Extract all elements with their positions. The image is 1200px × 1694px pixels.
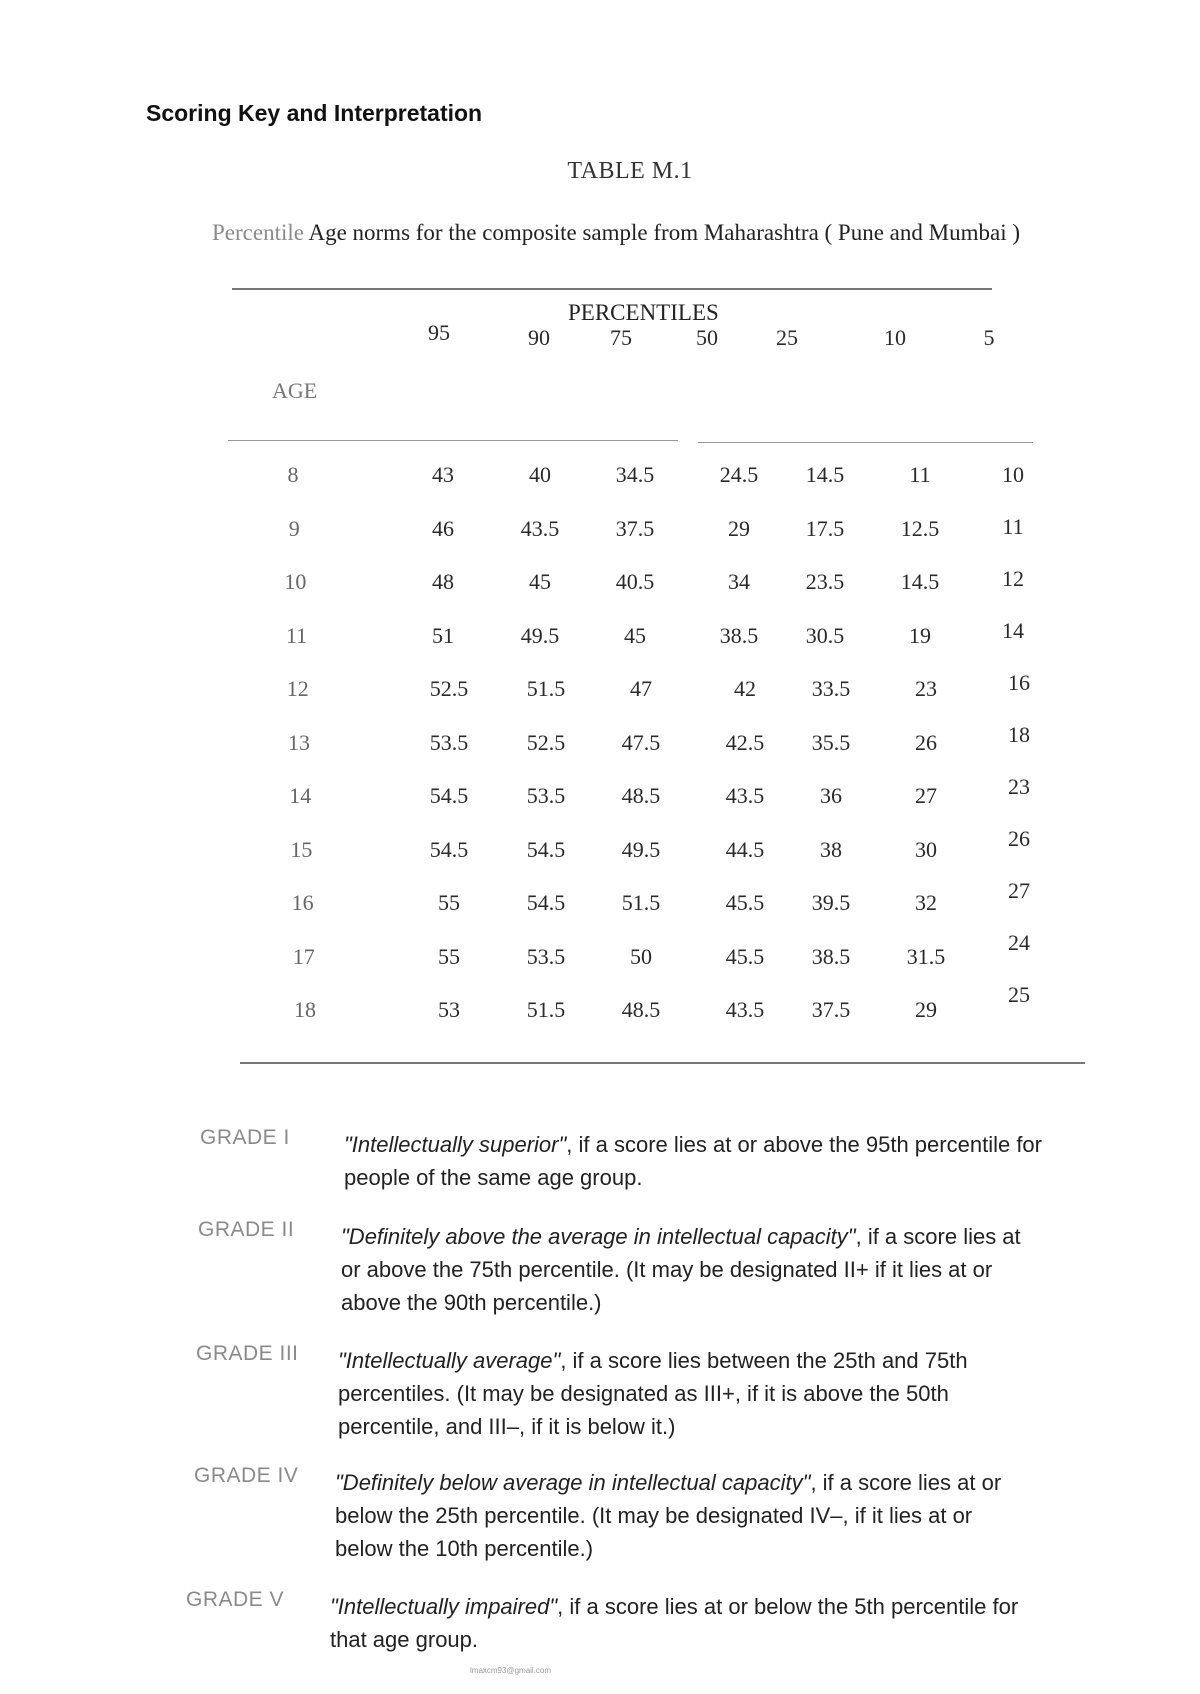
- value-cell: 51.5: [526, 997, 566, 1022]
- header-rule-right: [698, 442, 1033, 443]
- percentile-header: 50: [696, 325, 718, 350]
- age-cell: 11: [286, 622, 308, 648]
- value-cell: 45: [624, 622, 646, 648]
- value-cell: 42.5: [725, 729, 765, 755]
- value-cell: 37.5: [615, 515, 655, 541]
- table-title: TABLE M.1: [567, 158, 693, 184]
- percentile-header: 25: [776, 325, 798, 350]
- grade-text: , if a score lies at or above the 75th percentile. (It may be designated II+ if it lies at or above the 90th percentile.): [341, 1224, 1021, 1315]
- value-cell: 40: [529, 462, 551, 487]
- value-cell: 17.5: [805, 515, 845, 541]
- value-cell: 38: [820, 836, 842, 862]
- grade-label: GRADE I: [200, 1126, 290, 1149]
- value-cell: 55: [438, 890, 460, 915]
- value-cell: 50: [630, 943, 652, 969]
- age-cell: 15: [290, 836, 313, 862]
- grade-quote: "Definitely below average in intellectual capacity": [335, 1470, 811, 1495]
- grade-quote: "Definitely above the average in intellectual capacity": [341, 1224, 856, 1249]
- table-caption: [212, 220, 1020, 246]
- value-cell: 48.5: [621, 783, 661, 808]
- footer-email: lmaxcm93@gmail.com: [470, 1666, 552, 1675]
- grade-description: [344, 1128, 1044, 1194]
- grade-text: , if a score lies between the 25th and 75th percentiles. (It may be designated as III+, if it is above the 50th percentile, and III–, if it is below it.): [338, 1348, 968, 1439]
- value-cell: 10: [1002, 462, 1024, 487]
- caption-faded-word: Percentile: [212, 220, 304, 245]
- value-cell: 27: [915, 783, 937, 808]
- age-cell: 8: [287, 462, 299, 487]
- percentile-header: 5: [983, 325, 995, 350]
- grade-quote: "Intellectually impaired": [330, 1594, 558, 1619]
- value-cell: 46: [432, 515, 454, 541]
- value-cell: 31.5: [906, 943, 946, 969]
- grade-label: GRADE II: [198, 1218, 295, 1241]
- value-cell: 45.5: [725, 943, 765, 969]
- value-cell: 24.5: [719, 462, 759, 487]
- value-cell: 53.5: [429, 729, 469, 755]
- value-cell: 39.5: [811, 890, 851, 915]
- value-cell: 26: [915, 729, 937, 755]
- value-cell: 54.5: [526, 890, 566, 915]
- value-cell: 29: [915, 997, 937, 1022]
- value-cell: 43.5: [725, 997, 765, 1022]
- value-cell: 54.5: [429, 836, 469, 862]
- value-cell: 35.5: [811, 729, 851, 755]
- value-cell: 23.5: [805, 569, 845, 594]
- value-cell: 43.5: [520, 515, 560, 541]
- value-cell: 44.5: [725, 836, 765, 862]
- grade-description: [335, 1466, 1035, 1565]
- value-cell: 52.5: [526, 729, 566, 755]
- value-cell: 54.5: [526, 836, 566, 862]
- value-cell: 30.5: [805, 622, 845, 648]
- value-cell: 38.5: [811, 943, 851, 969]
- age-cell: 13: [288, 729, 310, 755]
- value-cell: 36: [820, 783, 842, 808]
- value-cell: 48.5: [621, 997, 661, 1022]
- value-cell: 14: [1002, 618, 1024, 643]
- value-cell: 52.5: [429, 676, 469, 701]
- table-top-rule: [232, 288, 992, 290]
- value-cell: 34: [728, 569, 750, 594]
- page-heading: Scoring Key and Interpretation: [146, 100, 483, 126]
- value-cell: 55: [438, 943, 460, 969]
- value-cell: 47: [630, 676, 652, 701]
- grade-description: [341, 1220, 1041, 1319]
- value-cell: 37.5: [811, 997, 851, 1022]
- value-cell: 48: [432, 569, 454, 594]
- percentile-header: 95: [428, 320, 450, 345]
- value-cell: 32: [915, 890, 937, 915]
- value-cell: 18: [1008, 722, 1030, 747]
- age-cell: 16: [291, 890, 314, 915]
- age-cell: 17: [292, 943, 315, 969]
- grade-label: GRADE V: [186, 1588, 285, 1611]
- value-cell: 54.5: [429, 783, 469, 808]
- percentile-header: 75: [610, 325, 632, 350]
- value-cell: 49.5: [621, 836, 661, 862]
- percentile-header: 90: [528, 325, 550, 350]
- value-cell: 29: [728, 515, 750, 541]
- value-cell: 51.5: [621, 890, 661, 915]
- value-cell: 43.5: [725, 783, 765, 808]
- value-cell: 12: [1002, 566, 1024, 591]
- value-cell: 53: [438, 997, 460, 1022]
- value-cell: 53.5: [526, 943, 566, 969]
- value-cell: 53.5: [526, 783, 566, 808]
- value-cell: 14.5: [805, 462, 845, 487]
- value-cell: 33.5: [811, 676, 851, 701]
- age-cell: 10: [284, 569, 307, 594]
- grade-label: GRADE III: [196, 1342, 299, 1365]
- age-cell: 9: [288, 515, 300, 541]
- value-cell: 27: [1008, 878, 1030, 903]
- value-cell: 34.5: [615, 462, 655, 487]
- value-cell: 11: [909, 462, 931, 487]
- grade-quote: "Intellectually superior": [344, 1132, 567, 1157]
- header-rule-left: [228, 440, 678, 441]
- value-cell: 51.5: [526, 676, 566, 701]
- grade-description: [330, 1590, 1030, 1656]
- grade-text: , if a score lies at or below the 25th percentile. (It may be designated IV–, if it lies at or below the 10th percentile.): [335, 1470, 1002, 1561]
- table-bottom-rule: [240, 1062, 1085, 1064]
- value-cell: 14.5: [900, 569, 940, 594]
- value-cell: 12.5: [900, 515, 940, 541]
- value-cell: 45: [529, 569, 551, 594]
- age-cell: 14: [289, 783, 312, 808]
- percentile-header: 10: [884, 325, 906, 350]
- value-cell: 24: [1008, 930, 1030, 955]
- value-cell: 23: [915, 676, 937, 701]
- percentiles-label: PERCENTILES: [568, 300, 719, 325]
- grade-label: GRADE IV: [194, 1464, 299, 1487]
- grade-quote: "Intellectually average": [338, 1348, 561, 1373]
- value-cell: 23: [1008, 774, 1030, 799]
- value-cell: 25: [1008, 982, 1030, 1007]
- value-cell: 11: [1002, 514, 1024, 539]
- value-cell: 47.5: [621, 729, 661, 755]
- value-cell: 30: [915, 836, 937, 862]
- value-cell: 43: [432, 462, 454, 487]
- age-cell: 12: [286, 676, 309, 701]
- age-label: AGE: [272, 378, 318, 403]
- value-cell: 45.5: [725, 890, 765, 915]
- age-cell: 18: [294, 997, 316, 1022]
- value-cell: 19: [909, 622, 931, 648]
- value-cell: 40.5: [615, 569, 655, 594]
- value-cell: 51: [432, 622, 454, 648]
- value-cell: 38.5: [719, 622, 759, 648]
- grade-text: , if a score lies at or below the 5th percentile for that age group.: [330, 1594, 1019, 1652]
- caption-text: Age norms for the composite sample from Maharashtra ( Pune and Mumbai ): [308, 220, 1020, 245]
- grade-description: [338, 1344, 1038, 1443]
- grade-text: , if a score lies at or above the 95th percentile for people of the same age group.: [344, 1132, 1042, 1190]
- value-cell: 16: [1008, 670, 1030, 695]
- value-cell: 26: [1008, 826, 1030, 851]
- value-cell: 49.5: [520, 622, 560, 648]
- value-cell: 42: [734, 676, 756, 701]
